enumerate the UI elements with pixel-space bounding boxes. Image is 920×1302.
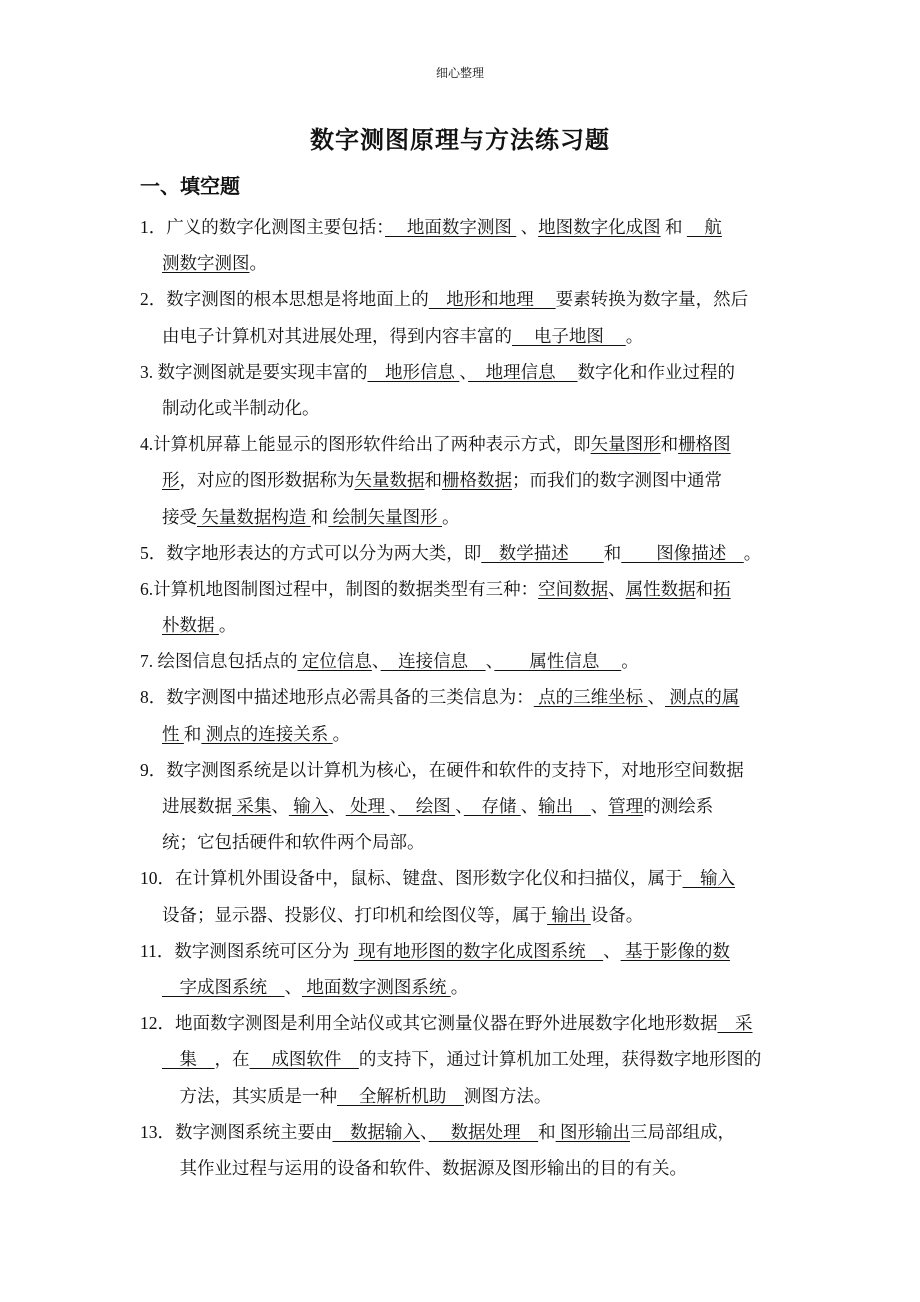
answer-blank: 矢量图形 [590,434,661,455]
answer-blank: 成图软件 [249,1049,359,1070]
question-text: 、 [516,217,539,237]
question-line [140,535,790,571]
question-text: 、 [590,796,609,816]
question-text: 4.计算机屏幕上能显示的图形软件给出了两种表示方式，即 [140,434,591,455]
answer-blank: 地形信息 [367,361,460,382]
question-line [140,426,790,462]
question-text: 。 [450,976,469,997]
answer-blank: 电子地图 [512,325,626,346]
question-text: 。 [332,723,351,744]
question-text: 、 [284,976,302,997]
question-text: 。 [218,615,237,636]
question-text: 制动化或半制动化。 [162,397,320,418]
question-text: 、 [459,361,469,382]
question-line [140,1114,790,1150]
question-item [140,679,790,751]
question-line [140,499,790,535]
answer-blank: 数据处理 [428,1121,539,1142]
question-text: 、 [328,796,346,816]
answer-blank: 形 [162,470,180,491]
answer-blank: 性 [162,723,184,744]
question-text: 、 [371,651,381,672]
question-text: 由电子计算机对其进展处理，得到内容丰富的 [162,325,512,346]
answer-blank: 朴数据 [162,615,219,636]
answer-blank: 航 [686,217,722,237]
question-text: 的支持下，通过计算机加工处理，获得数字地形图的 [358,1049,762,1070]
question-item [140,535,790,571]
answer-blank: 采集 [232,796,272,816]
question-text: ，对应的图形数据称为 [179,470,355,491]
question-text: 。 [625,325,644,346]
question-text: 、 [420,1121,429,1142]
question-line [140,716,790,752]
question-text: 进展数据 [162,796,232,816]
answer-blank: 输入 [682,868,735,889]
question-item [140,1114,790,1186]
answer-blank: 输入 [288,796,329,816]
question-text: 和 [603,542,622,563]
question-text: 8．数字测图中描述地形点必需具备的三类信息为： [140,687,534,708]
question-text: 5．数字地形表达的方式可以分为两大类，即 [140,542,482,563]
question-line [140,245,790,281]
question-text: 要素转换为数字量，然后 [555,289,749,310]
question-item [140,209,790,281]
question-text: 3. 数字测图就是要实现丰富的 [140,361,368,382]
question-line [140,824,790,860]
question-item [140,1005,790,1114]
answer-blank: 栅格数据 [442,470,512,491]
question-item [140,281,790,353]
question-line [140,752,790,788]
question-text: 6.计算机地图制图过程中，制图的数据类型有三种： [140,578,539,599]
answer-blank: 地面数字测图 [385,217,517,237]
answer-blank: 地面数字测图系统 [302,976,451,997]
answer-blank: 图形输出 [555,1121,630,1142]
answer-blank: 属性信息 [494,651,622,672]
question-text: 1．广义的数字化测图主要包括： [140,217,385,237]
question-text: 10．在计算机外围设备中，鼠标、键盘、图形数字化仪和扫描仪，属于 [140,868,683,889]
question-text: 、 [520,796,539,816]
question-text: 、 [389,796,399,816]
question-line [140,969,790,1005]
question-text: 三局部组成， [630,1121,735,1142]
answer-blank: 矢量数据构造 [197,506,311,527]
question-item [140,933,790,1005]
answer-blank: 输出 [547,904,591,925]
answer-blank: 字成图系统 [162,976,285,997]
question-item [140,354,790,426]
question-item [140,426,790,535]
question-line [140,860,790,896]
question-text: 。 [249,253,267,274]
answer-blank: 矢量数据 [354,470,425,491]
answer-blank: 连接信息 [380,651,486,672]
document-title: 数字测图原理与方法练习题 [310,128,610,154]
answer-blank: 输出 [538,796,591,816]
answer-blank: 绘图 [398,796,456,816]
question-text: 接受 [162,506,197,527]
question-text: 其作业过程与运用的设备和软件、数据源及图形输出的目的有关。 [162,1157,687,1178]
question-text: 和 [310,506,329,527]
answer-blank: 测数字测图 [162,253,250,274]
question-line [140,571,790,607]
answer-blank: 属性数据 [625,578,696,599]
question-text: 和 [660,217,687,237]
question-text: 测图方法。 [463,1085,552,1106]
question-line [140,933,790,969]
question-text: 和 [424,470,442,491]
question-list [140,209,790,1186]
answer-blank: 集 [162,1049,215,1070]
question-text: 11．数字测图系统可区分为 [140,940,354,961]
question-text: 统；它包括硬件和软件两个局部。 [162,832,425,853]
answer-blank: 采 [717,1013,753,1034]
answer-blank: 地图数字化成图 [538,217,661,237]
answer-blank: 绘制矢量图形 [328,506,442,527]
question-line [140,354,790,390]
answer-blank: 数学描述 [481,542,604,563]
question-text: 、 [608,578,626,599]
question-text: 。 [621,651,639,672]
question-line [140,1078,790,1114]
question-text: 13．数字测图系统主要由 [140,1121,333,1142]
answer-blank: 图像描述 [621,542,744,563]
question-line [140,788,790,824]
answer-blank: 全解析机助 [337,1085,464,1106]
question-text: 9．数字测图系统是以计算机为核心，在硬件和软件的支持下，对地形空间数据 [140,759,744,780]
question-text: ；而我们的数字测图中通常 [512,470,722,491]
question-text: 、 [455,796,464,816]
question-line [140,281,790,317]
question-line [140,897,790,933]
question-line [140,318,790,354]
question-text: 。 [442,506,460,527]
question-line [140,1041,790,1077]
question-text: 设备。 [590,904,644,925]
question-line [140,462,790,498]
question-text: 2．数字测图的根本思想是将地面上的 [140,289,429,310]
question-line [140,390,790,426]
answer-blank: 点的三维坐标 [533,687,648,708]
answer-blank: 数据输入 [332,1121,420,1142]
question-item [140,571,790,643]
question-line [140,643,790,679]
answer-blank: 栅格图 [678,434,731,455]
question-line [140,607,790,643]
question-text: 、 [603,940,621,961]
question-text: 方法，其实质是一种 [162,1085,337,1106]
question-line [140,679,790,715]
answer-blank: 处理 [345,796,390,816]
question-text: 的测绘系 [643,796,714,816]
question-text: 、 [647,687,665,708]
answer-blank: 测点的连接关系 [201,723,333,744]
question-text: ，在 [214,1049,250,1070]
answer-blank: 管理 [608,796,644,816]
question-text: 和 [695,578,714,599]
answer-blank: 现有地形图的数字化成图系统 [353,940,604,961]
question-item [140,752,790,861]
answer-blank: 地理信息 [468,361,578,382]
question-text: 7. 绘图信息包括点的 [140,651,298,672]
question-text: 和 [538,1121,556,1142]
question-text: 、 [271,796,289,816]
question-text: 数字化和作业过程的 [577,361,735,382]
section-heading: 一、填空题 [140,176,240,198]
question-line [140,209,790,245]
answer-blank: 拓 [713,578,731,599]
answer-blank: 定位信息 [297,651,372,672]
question-text: 和 [183,723,202,744]
question-line [140,1150,790,1186]
question-line [140,1005,790,1041]
answer-blank: 测点的属 [665,687,740,708]
question-item [140,643,790,679]
answer-blank: 基于影像的数 [620,940,730,961]
question-text: 和 [660,434,679,455]
page-header: 细心整理 [435,66,484,80]
question-text: 12．地面数字测图是利用全站仪或其它测量仪器在野外进展数字化地形数据 [140,1013,718,1034]
answer-blank: 地形和地理 [428,289,556,310]
question-text: 、 [485,651,495,672]
question-text: 设备；显示器、投影仪、打印机和绘图仪等，属于 [162,904,547,925]
answer-blank: 存储 [463,796,521,816]
answer-blank: 空间数据 [538,578,609,599]
question-item [140,860,790,932]
question-text: 。 [743,542,762,563]
